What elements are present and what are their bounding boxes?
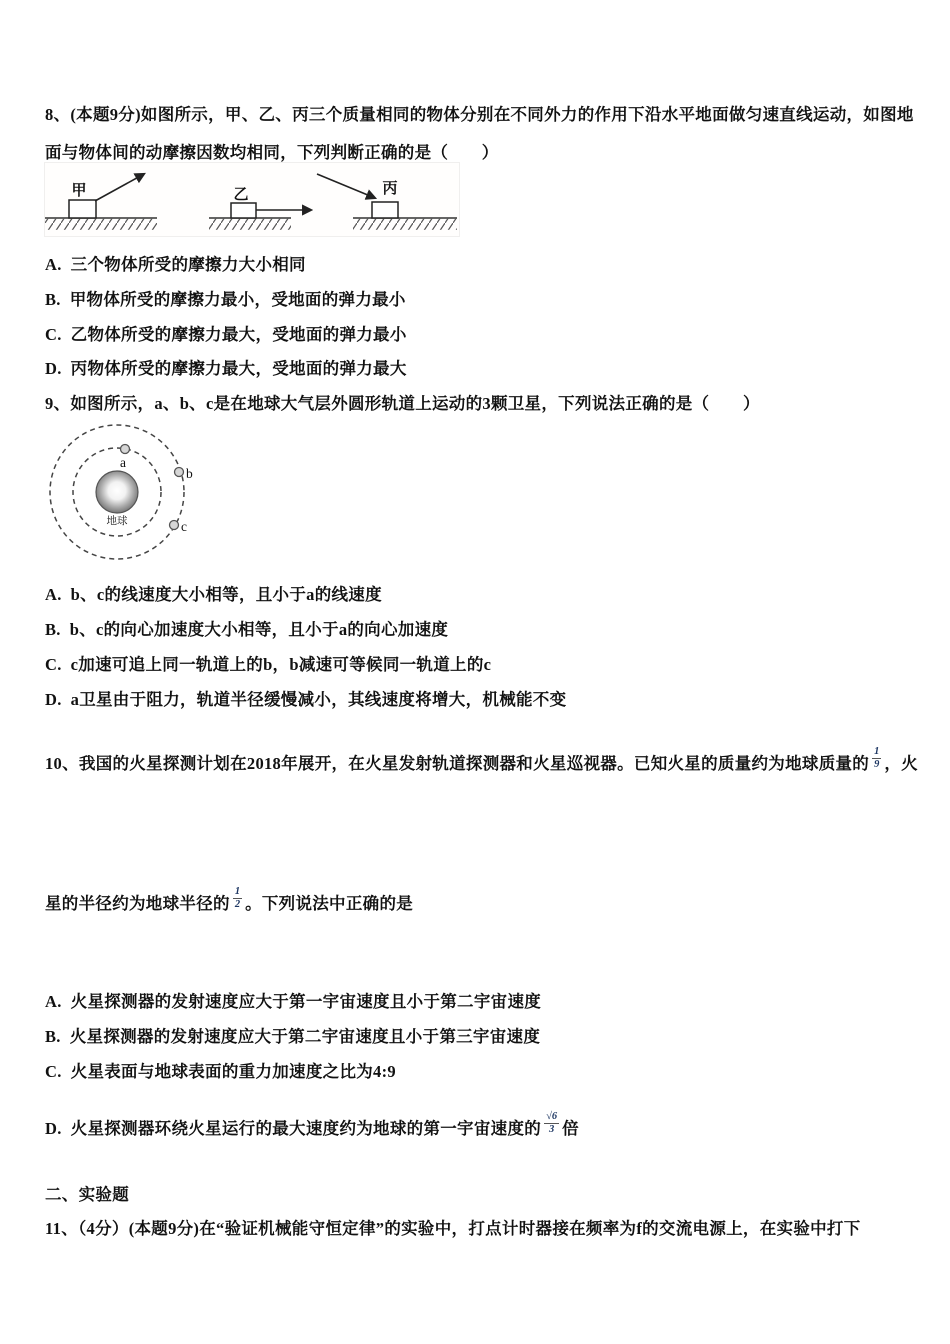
satellite-c-dot: [170, 521, 179, 530]
option-key: A.: [45, 585, 62, 604]
q9-stem: 9、如图所示，a、b、c是在地球大气层外圆形轨道上运动的3颗卫星，下列说法正确的是（ ）: [45, 394, 760, 413]
option-text: 火星探测器环绕火星运行的最大速度约为地球的第一宇宙速度的: [70, 1119, 542, 1138]
option-text: b、c的线速度大小相等，且小于a的线速度: [70, 585, 382, 604]
option-text: b、c的向心加速度大小相等，且小于a的向心加速度: [69, 620, 449, 639]
option-text: 火星探测器的发射速度应大于第一宇宙速度且小于第二宇宙速度: [70, 992, 542, 1011]
option-text: 倍: [562, 1119, 579, 1138]
fraction-numerator: 1: [233, 886, 242, 899]
earth-label: 地球: [106, 516, 128, 527]
option-text: 三个物体所受的摩擦力大小相同: [70, 255, 306, 274]
force-arrow-bing: [317, 174, 375, 198]
satellite-b-label: b: [186, 466, 193, 481]
q9-option-d: [45, 689, 566, 711]
ground-yi: [209, 218, 291, 230]
option-text: 甲物体所受的摩擦力最小，受地面的弹力最小: [69, 290, 406, 309]
fraction-one-ninth: [872, 746, 881, 772]
stem-text: 。下列说法中正确的是: [245, 894, 414, 913]
q10-option-d: [45, 1111, 579, 1152]
stem-text: 星的半径约为地球半径的: [45, 894, 230, 913]
fraction-numerator: 1: [872, 746, 881, 759]
q10-option-a: [45, 991, 541, 1013]
option-key: A.: [45, 992, 62, 1011]
block-bing-label: 丙: [382, 181, 398, 197]
q8-option-d: [45, 358, 407, 380]
q8-option-c: [45, 324, 407, 346]
fraction-denominator: 3: [548, 1124, 555, 1136]
option-key: D.: [45, 359, 62, 378]
section-2-heading: 二、实验题: [45, 1185, 129, 1204]
option-text: c加速可追上同一轨道上的b，b减速可等候同一轨道上的c: [70, 655, 492, 674]
fraction-denominator: 9: [874, 759, 880, 771]
option-key: B.: [45, 620, 61, 639]
option-text: 火星探测器的发射速度应大于第二宇宙速度且小于第三宇宙速度: [69, 1027, 541, 1046]
earth: [96, 471, 138, 513]
q10-stem-line-1: [45, 746, 918, 787]
force-arrow-jia: [95, 174, 144, 201]
fraction-sqrt6-over-3: [544, 1111, 559, 1137]
satellite-a-label: a: [120, 455, 126, 470]
q9-option-a: [45, 584, 382, 606]
block-yi-label: 乙: [233, 187, 249, 203]
option-key: B.: [45, 290, 61, 309]
ground-jia: [45, 218, 157, 230]
option-text: 乙物体所受的摩擦力最大，受地面的弹力最小: [70, 325, 407, 344]
option-key: C.: [45, 655, 62, 674]
q9-option-c: [45, 654, 491, 676]
block-bing: [372, 202, 398, 218]
option-text: a卫星由于阻力，轨道半径缓慢减小，其线速度将增大，机械能不变: [70, 690, 567, 709]
q10-stem-line-2: [45, 886, 414, 927]
option-key: A.: [45, 255, 62, 274]
stem-text: 10、我国的火星探测计划在2018年展开，在火星发射轨道探测器和火星巡视器。已知火星的质量约为地球质量的: [45, 754, 870, 773]
option-key: C.: [45, 325, 62, 344]
stem-text: ，火: [884, 754, 918, 773]
option-text: 火星表面与地球表面的重力加速度之比为4:9: [70, 1062, 396, 1081]
q10-option-c: [45, 1061, 396, 1083]
option-key: D.: [45, 690, 62, 709]
blocks-on-ground-diagram: [45, 163, 459, 236]
earth-orbits-diagram: [43, 421, 223, 573]
fraction-numerator: √6: [544, 1111, 559, 1124]
block-jia: [69, 200, 96, 218]
q11-stem: 11、（4分）(本题9分)在“验证机械能守恒定律”的实验中，打点计时器接在频率为f的交流电源上，在实验中打下: [45, 1219, 861, 1238]
q9-figure: [43, 421, 223, 573]
fraction-one-half: [233, 886, 242, 912]
q8-option-b: [45, 289, 406, 311]
q9-option-b: [45, 619, 448, 641]
satellite-c-label: c: [181, 519, 187, 534]
option-key: D.: [45, 1119, 62, 1138]
q8-stem-line-2: 面与物体间的动摩擦因数均相同，下列判断正确的是（ ）: [45, 143, 499, 162]
fraction-denominator: 2: [234, 899, 241, 911]
option-key: B.: [45, 1027, 61, 1046]
q8-stem-line-1: 8、(本题9分)如图所示，甲、乙、丙三个质量相同的物体分别在不同外力的作用下沿水平地面做匀速直线运动，如图地: [45, 105, 914, 124]
q8-option-a: [45, 254, 306, 276]
ground-bing: [353, 218, 457, 230]
option-key: C.: [45, 1062, 62, 1081]
option-text: 丙物体所受的摩擦力最大，受地面的弹力最大: [70, 359, 407, 378]
satellite-a-dot: [121, 445, 130, 454]
q10-option-b: [45, 1026, 540, 1048]
satellite-b-dot: [175, 468, 184, 477]
q8-figure: [44, 162, 460, 237]
block-jia-label: 甲: [71, 183, 87, 199]
block-yi: [231, 203, 256, 218]
